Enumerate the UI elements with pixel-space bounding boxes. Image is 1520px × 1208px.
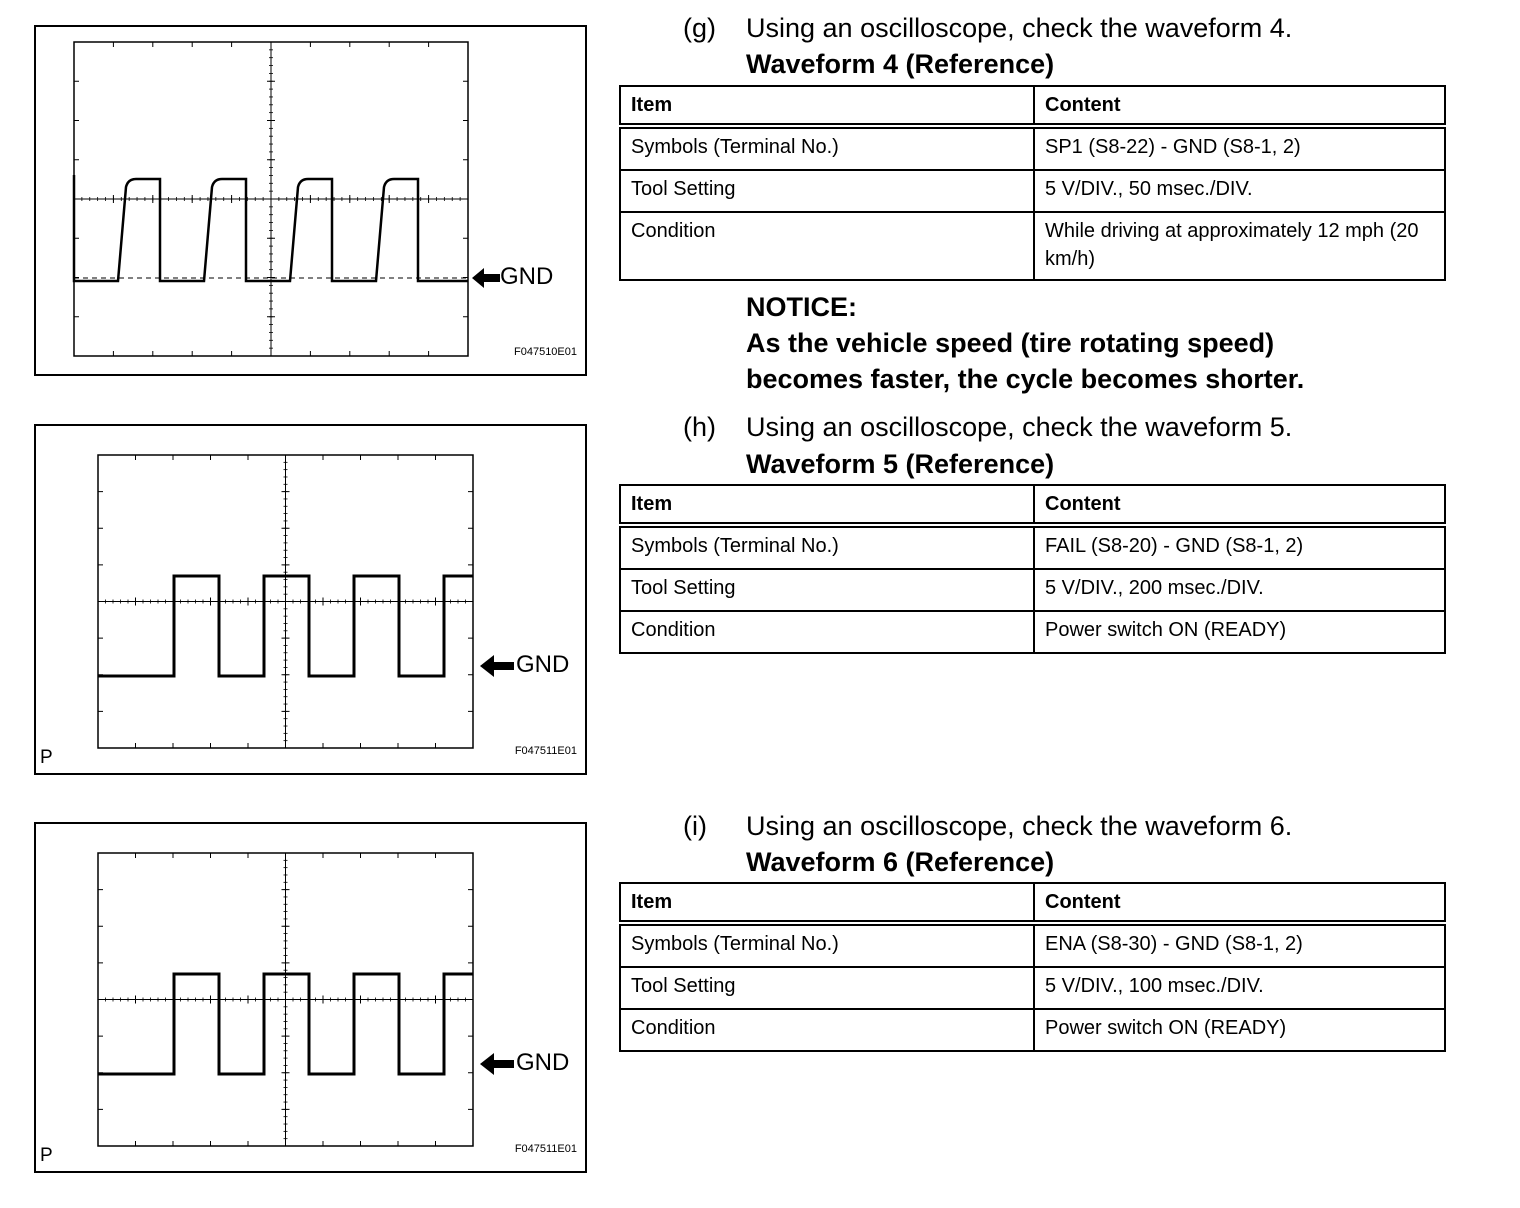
waveform-4-title: Waveform 4 (Reference) xyxy=(746,49,1055,79)
table-row xyxy=(620,126,1445,170)
table-cell: Symbols (Terminal No.) xyxy=(620,126,1034,170)
column-header: Content xyxy=(1034,86,1445,126)
table-cell: Symbols (Terminal No.) xyxy=(620,525,1034,569)
table-cell: ENA (S8-30) - GND (S8-1, 2) xyxy=(1034,923,1445,967)
column-header: Content xyxy=(1034,485,1445,525)
table-cell: Symbols (Terminal No.) xyxy=(620,923,1034,967)
step-instruction: Using an oscilloscope, check the waveform 5. xyxy=(746,412,1293,442)
gnd-label: GND xyxy=(516,1049,570,1076)
table-row xyxy=(620,170,1445,212)
table-row xyxy=(620,611,1445,653)
notice-heading: NOTICE: xyxy=(746,292,857,322)
table-header-row xyxy=(620,86,1445,126)
figure-id: F047511E01 xyxy=(514,745,577,757)
corner-mark: P xyxy=(40,1145,53,1166)
table-cell: FAIL (S8-20) - GND (S8-1, 2) xyxy=(1034,525,1445,569)
table-header-row xyxy=(620,485,1445,525)
notice-line: becomes faster, the cycle becomes shorter. xyxy=(746,364,1305,394)
waveform-4-figure xyxy=(34,25,587,376)
gnd-arrow-icon xyxy=(472,268,500,288)
scope-grid xyxy=(98,455,473,748)
waveform-6-title: Waveform 6 (Reference) xyxy=(746,847,1055,877)
table-cell: Power switch ON (READY) xyxy=(1034,1009,1445,1051)
waveform-4-scope xyxy=(36,27,589,378)
step-instruction: Using an oscilloscope, check the waveform 4. xyxy=(746,13,1293,43)
table-cell: While driving at approximately 12 mph (20 km/h) xyxy=(1034,212,1445,280)
scope-grid xyxy=(98,853,473,1146)
table-cell: SP1 (S8-22) - GND (S8-1, 2) xyxy=(1034,126,1445,170)
waveform-6-table xyxy=(619,882,1446,1052)
table-cell: Condition xyxy=(620,611,1034,653)
gnd-arrow-icon xyxy=(480,655,514,677)
table-cell: 5 V/DIV., 50 msec./DIV. xyxy=(1034,170,1445,212)
step-i-heading xyxy=(683,809,1292,843)
table-cell: Tool Setting xyxy=(620,967,1034,1009)
figure-id: F047510E01 xyxy=(514,346,577,358)
gnd-label: GND xyxy=(500,263,554,290)
figure-id: F047511E01 xyxy=(514,1143,577,1155)
table-cell: Power switch ON (READY) xyxy=(1034,611,1445,653)
table-cell: Tool Setting xyxy=(620,170,1034,212)
waveform-5-title: Waveform 5 (Reference) xyxy=(746,449,1055,479)
table-row xyxy=(620,569,1445,611)
column-header: Item xyxy=(620,883,1034,923)
waveform-5-table xyxy=(619,484,1446,654)
table-cell: 5 V/DIV., 100 msec./DIV. xyxy=(1034,967,1445,1009)
table-row xyxy=(620,967,1445,1009)
waveform-5-scope xyxy=(36,426,589,777)
table-cell: Condition xyxy=(620,1009,1034,1051)
table-row xyxy=(620,1009,1445,1051)
table-cell: 5 V/DIV., 200 msec./DIV. xyxy=(1034,569,1445,611)
waveform-6-scope xyxy=(36,824,589,1175)
step-h-heading xyxy=(683,410,1292,444)
column-header: Item xyxy=(620,86,1034,126)
column-header: Item xyxy=(620,485,1034,525)
waveform-4-table xyxy=(619,85,1446,281)
notice-line: As the vehicle speed (tire rotating speed) xyxy=(746,328,1275,358)
step-letter: (g) xyxy=(683,13,716,43)
step-instruction: Using an oscilloscope, check the waveform 6. xyxy=(746,811,1293,841)
notice-block xyxy=(746,289,1304,397)
waveform-5-figure xyxy=(34,424,587,775)
step-letter: (h) xyxy=(683,412,716,442)
step-letter: (i) xyxy=(683,811,707,841)
step-g-heading xyxy=(683,11,1292,45)
gnd-label: GND xyxy=(516,651,570,678)
table-row xyxy=(620,212,1445,280)
scope-grid xyxy=(74,42,468,356)
corner-mark: P xyxy=(40,747,53,768)
waveform-6-figure xyxy=(34,822,587,1173)
table-row xyxy=(620,525,1445,569)
table-header-row xyxy=(620,883,1445,923)
table-row xyxy=(620,923,1445,967)
table-cell: Tool Setting xyxy=(620,569,1034,611)
column-header: Content xyxy=(1034,883,1445,923)
table-cell: Condition xyxy=(620,212,1034,280)
gnd-arrow-icon xyxy=(480,1053,514,1075)
